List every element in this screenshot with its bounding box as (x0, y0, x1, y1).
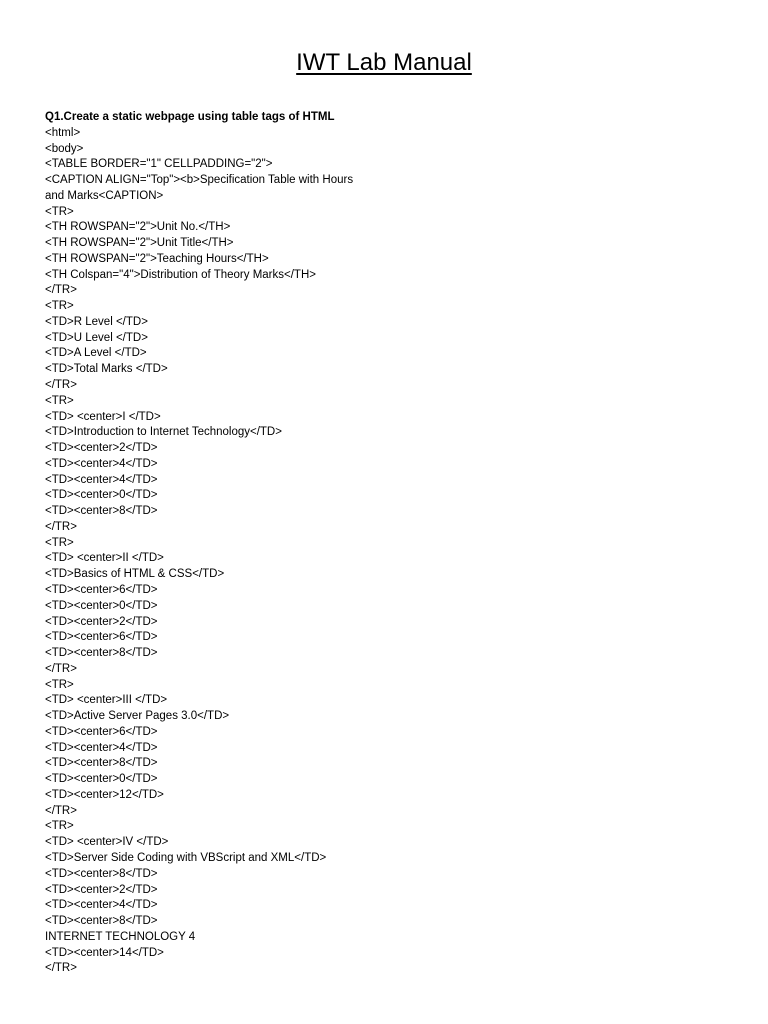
code-line: <TD><center>6</TD> (45, 583, 158, 596)
code-line: <TD><center>2</TD> (45, 883, 158, 896)
code-line: and Marks<CAPTION> (45, 189, 164, 202)
code-line: <TH Colspan="4">Distribution of Theory Marks</TH> (45, 268, 316, 281)
code-line: <TR> (45, 205, 74, 218)
code-line: <TD><center>14</TD> (45, 946, 164, 959)
code-line: </TR> (45, 662, 77, 675)
code-line: <TD><center>2</TD> (45, 442, 158, 455)
code-line: <TD><center>8</TD> (45, 915, 158, 928)
code-line: <TH ROWSPAN="2">Unit No.</TH> (45, 221, 231, 234)
code-line: <TR> (45, 394, 74, 407)
code-line: <TD><center>4</TD> (45, 899, 158, 912)
code-line: <TD> <center>III </TD> (45, 694, 168, 707)
code-line: </TR> (45, 379, 77, 392)
code-line: <TD>U Level </TD> (45, 331, 148, 344)
code-line: <TD><center>4</TD> (45, 741, 158, 754)
code-line: </TR> (45, 284, 77, 297)
code-line: <TD><center>0</TD> (45, 599, 158, 612)
code-line: <html> (45, 126, 81, 139)
code-line: <TD><center>2</TD> (45, 615, 158, 628)
code-line: <TD><center>0</TD> (45, 489, 158, 502)
code-line: <TR> (45, 678, 74, 691)
code-line: </TR> (45, 962, 77, 975)
code-line: <TD><center>8</TD> (45, 647, 158, 660)
code-line: <TD>Total Marks </TD> (45, 363, 168, 376)
code-listing (45, 126, 725, 977)
code-line: <TD>R Level </TD> (45, 315, 148, 328)
code-line: <body> (45, 142, 84, 155)
code-line: <TABLE BORDER="1" CELLPADDING="2"> (45, 158, 273, 171)
code-line: <TD> <center>II </TD> (45, 552, 164, 565)
code-line: <TD>Introduction to Internet Technology</TD> (45, 426, 282, 439)
code-line: <TD><center>8</TD> (45, 505, 158, 518)
code-line: <TD>Server Side Coding with VBScript and XML</TD> (45, 851, 327, 864)
code-line: <TH ROWSPAN="2">Unit Title</TH> (45, 237, 234, 250)
code-line: </TR> (45, 520, 77, 533)
code-line: <TD><center>4</TD> (45, 473, 158, 486)
question-heading: Q1.Create a static webpage using table tags of HTML (45, 111, 335, 123)
code-line: <TD> <center>I </TD> (45, 410, 161, 423)
code-line: <TD>Basics of HTML & CSS</TD> (45, 568, 225, 581)
code-line: <TD><center>6</TD> (45, 725, 158, 738)
document-body (45, 110, 725, 977)
page-title: IWT Lab Manual (296, 49, 472, 76)
code-line: <TD><center>6</TD> (45, 631, 158, 644)
code-line: </TR> (45, 804, 77, 817)
code-line: <TD><center>12</TD> (45, 788, 164, 801)
code-line: INTERNET TECHNOLOGY 4 (45, 930, 196, 943)
code-line: <TR> (45, 300, 74, 313)
code-line: <CAPTION ALIGN="Top"><b>Specification Table with Hours (45, 174, 354, 187)
code-line: <TD><center>8</TD> (45, 867, 158, 880)
code-line: <TD>Active Server Pages 3.0</TD> (45, 710, 230, 723)
code-line: <TD><center>8</TD> (45, 757, 158, 770)
code-line: <TR> (45, 820, 74, 833)
code-line: <TD>A Level </TD> (45, 347, 147, 360)
code-line: <TH ROWSPAN="2">Teaching Hours</TH> (45, 252, 269, 265)
code-line: <TR> (45, 536, 74, 549)
code-line: <TD> <center>IV </TD> (45, 836, 169, 849)
code-line: <TD><center>0</TD> (45, 773, 158, 786)
code-line: <TD><center>4</TD> (45, 457, 158, 470)
